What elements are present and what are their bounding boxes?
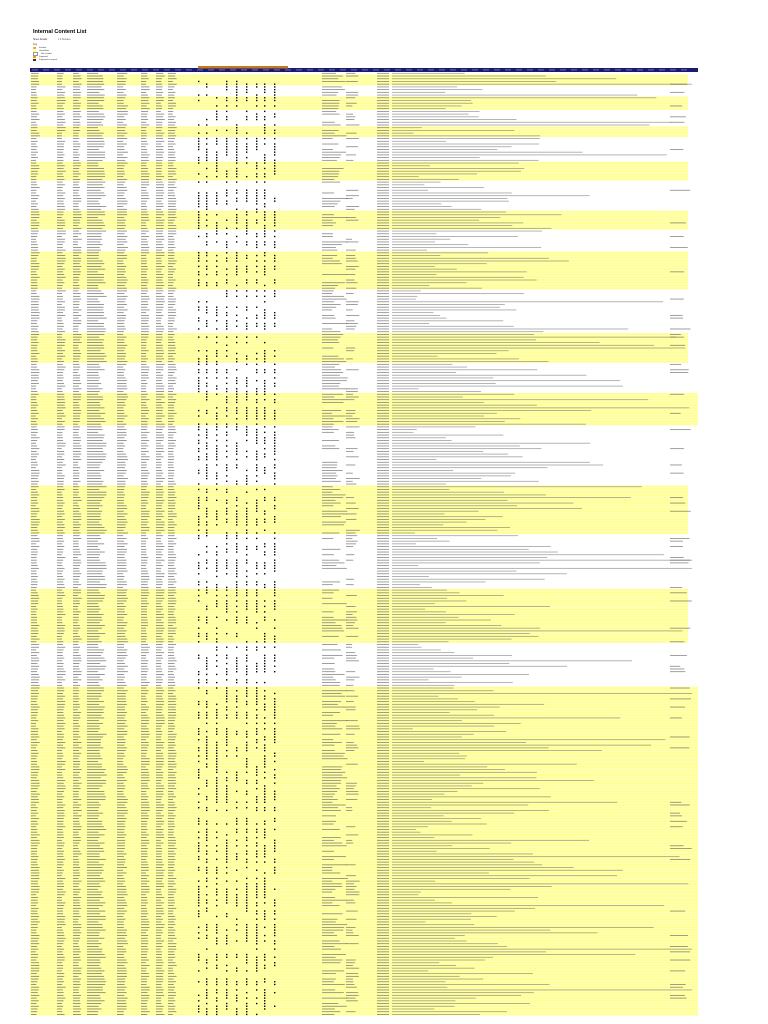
document-title: Internal Content List (33, 29, 87, 35)
legend-label: Included (39, 47, 47, 50)
legend-swatch (33, 47, 36, 49)
legend-key: Key (33, 43, 38, 46)
spreadsheet-grid (30, 66, 698, 1018)
legend-label: Unavailable (39, 50, 49, 53)
subtitle-text: Sheet Details (33, 38, 48, 41)
legend-label: Not included (41, 53, 52, 56)
version-text: 1.0 Release (57, 38, 71, 41)
spreadsheet-grid-canvas (30, 66, 698, 1018)
legend (33, 47, 57, 62)
legend-swatch (33, 59, 36, 61)
document-subtitle (33, 38, 71, 41)
legend-swatch (33, 56, 36, 58)
legend-label: Supported (39, 56, 48, 59)
legend-label: Supported on request (39, 59, 58, 62)
legend-item-supported-on-request (33, 59, 57, 62)
